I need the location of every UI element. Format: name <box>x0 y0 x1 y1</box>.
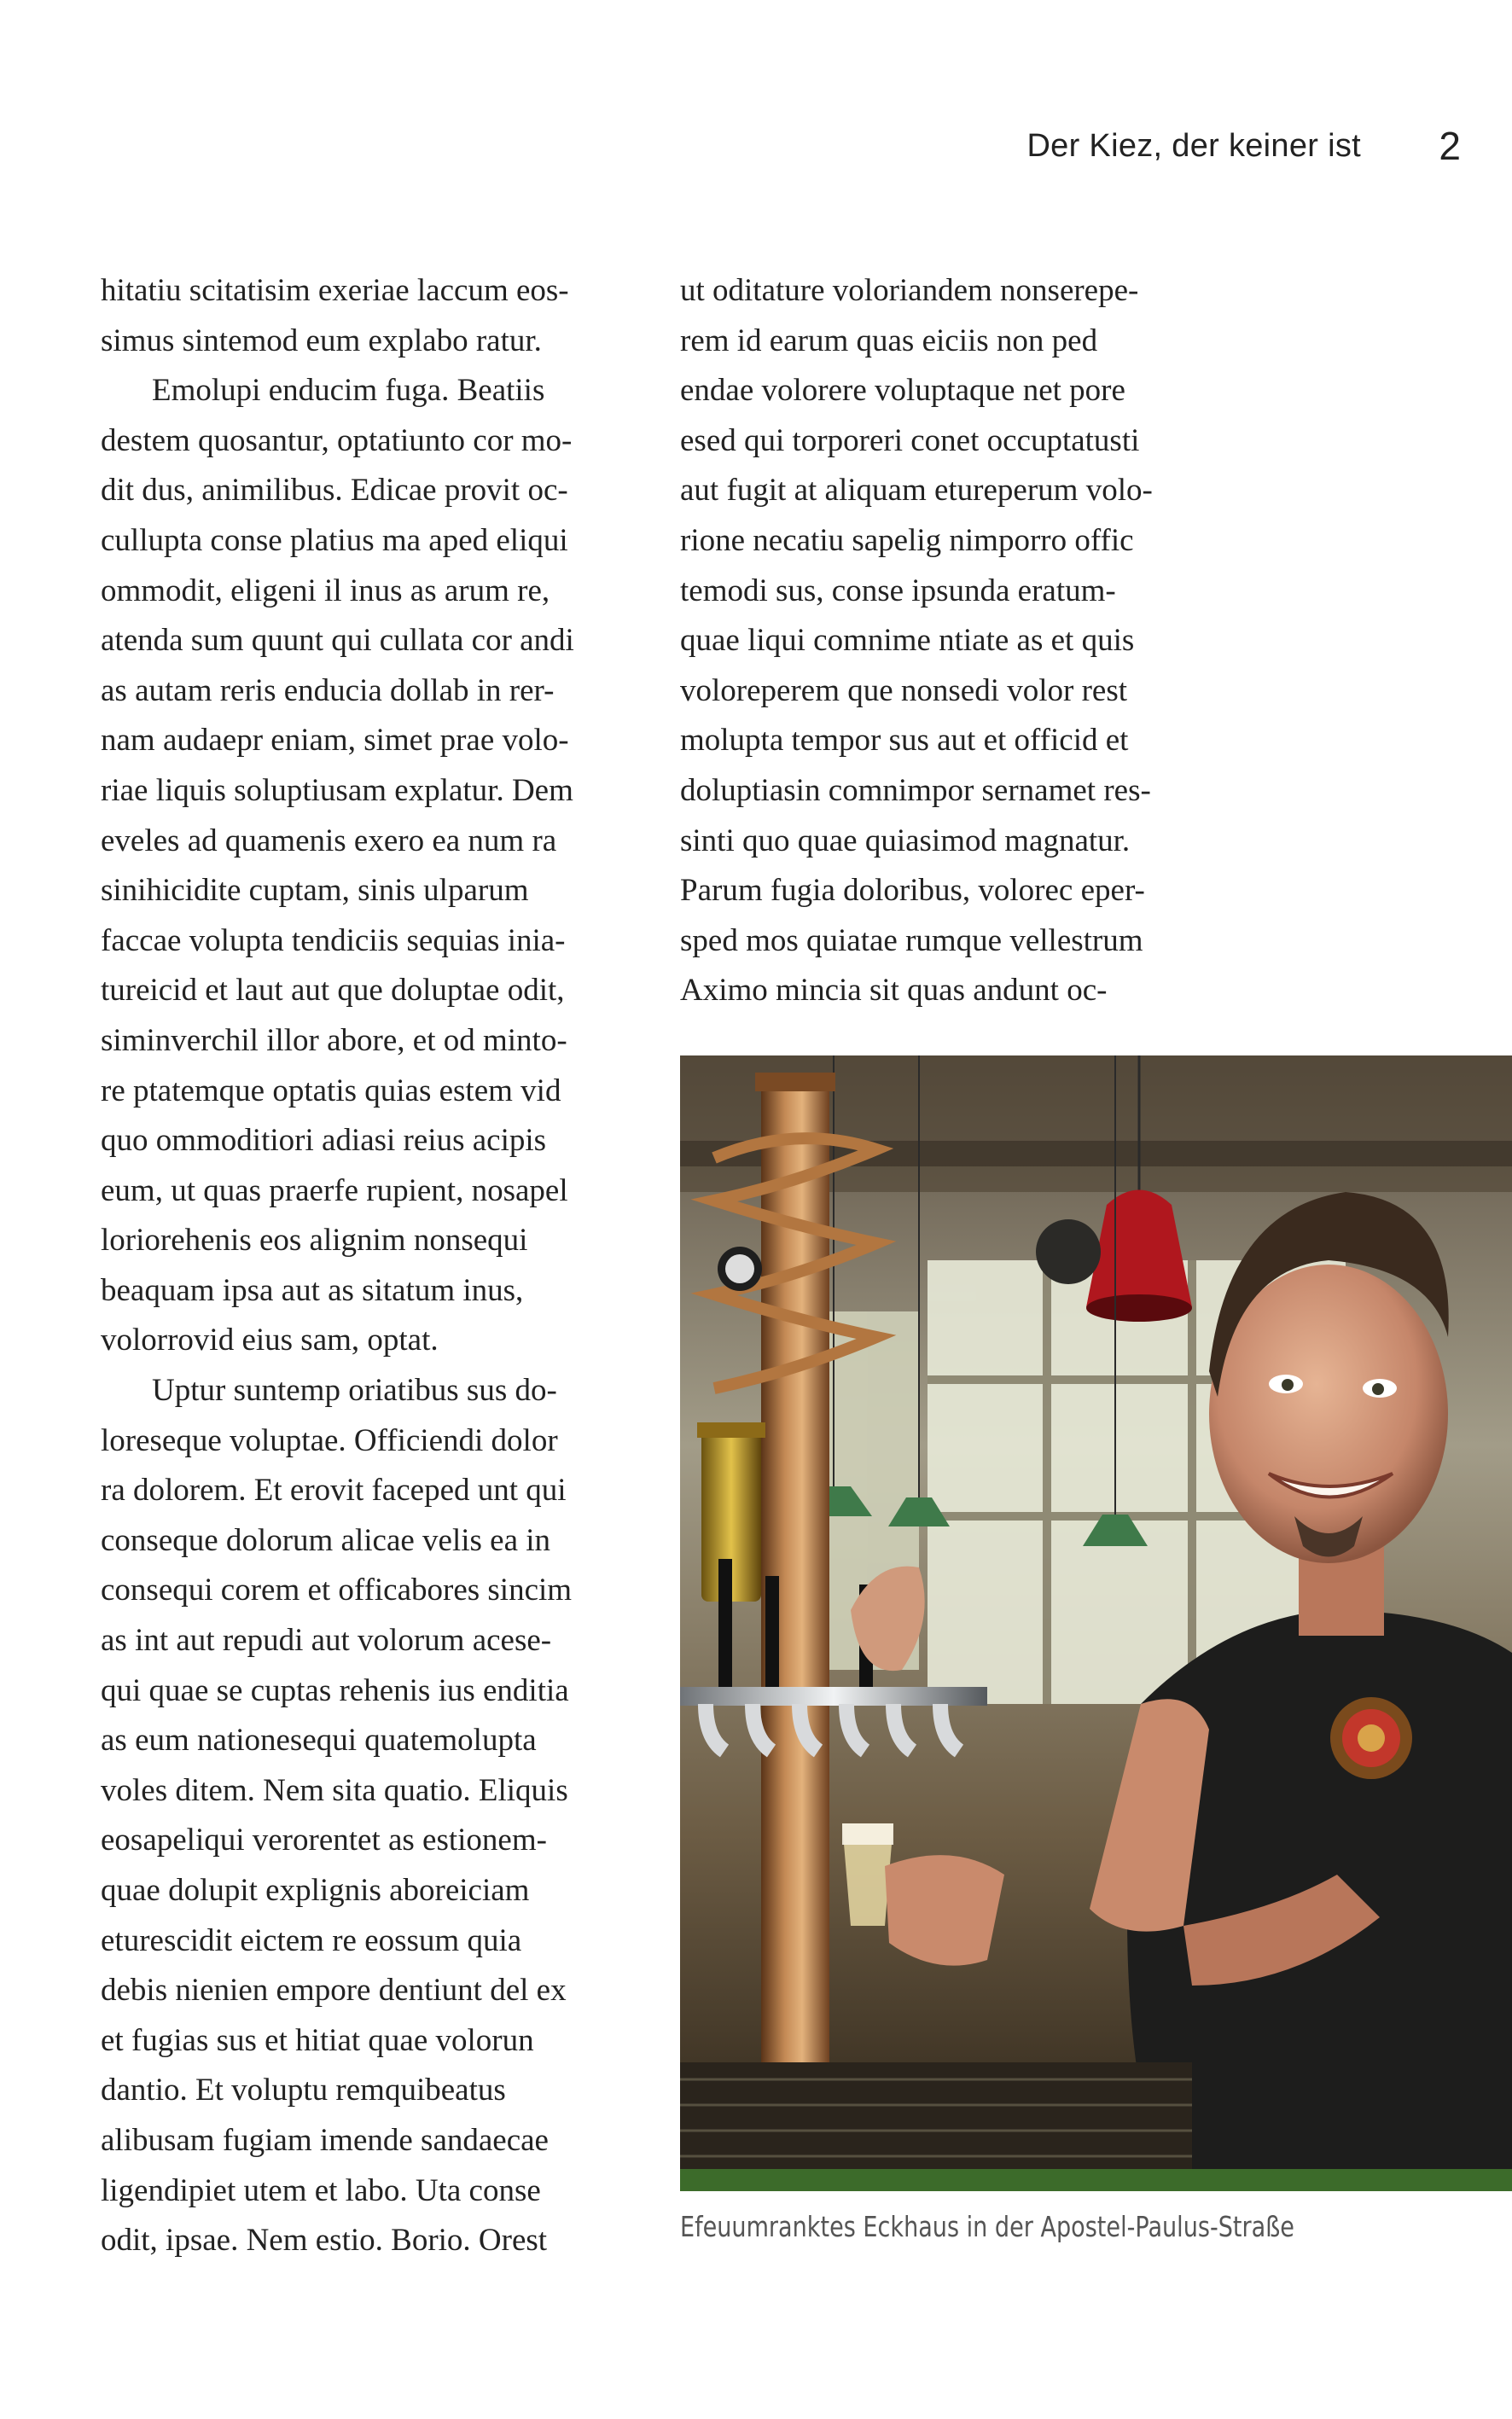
text-line: eosapeliqui verorentet as estionem- <box>101 1823 547 1858</box>
text-line: conseque dolorum alicae velis ea in <box>101 1522 551 1558</box>
text-line: tureicid et laut aut que doluptae odit, <box>101 973 565 1009</box>
text-line: esed qui torporeri conet occuptatusti <box>680 422 1140 458</box>
text-line: voloreperem que nonsedi volor rest <box>680 672 1128 708</box>
paragraph-start-line: Emolupi enducim fuga. Beatiis <box>152 373 545 409</box>
page-number: 2 <box>1439 124 1461 168</box>
text-line: loriorehenis eos alignim nonsequi <box>101 1223 528 1259</box>
text-line: quae dolupit explignis aboreiciam <box>101 1873 530 1908</box>
text-line: ra dolorem. Et erovit faceped unt qui <box>101 1473 567 1509</box>
text-line: volorrovid eius sam, optat. <box>101 1323 439 1358</box>
text-line: as autam reris enducia dollab in rer- <box>101 672 555 708</box>
text-line: eveles ad quamenis exero ea num ra <box>101 823 557 858</box>
text-line: cullupta conse platius ma aped eliqui <box>101 522 568 558</box>
text-line: ut oditature voloriandem nonserepe- <box>680 273 1139 308</box>
text-line: Parum fugia doloribus, volorec eper- <box>680 873 1145 909</box>
text-line: ommodit, eligeni il inus as arum re, <box>101 573 550 608</box>
text-line: sinihicidite cuptam, sinis ulparum <box>101 873 529 909</box>
text-line: rem id earum quas eiciis non ped <box>680 323 1098 358</box>
text-line: sinti quo quae quiasimod magnatur. <box>680 823 1131 858</box>
text-line: atenda sum quunt qui cullata cor andi <box>101 623 574 659</box>
left-text-column <box>101 266 647 2266</box>
right-text-column <box>680 266 1226 1016</box>
text-line: eum, ut quas praerfe rupient, nosapel <box>101 1172 568 1208</box>
text-line: eturescidit eictem re eossum quia <box>101 1922 522 1958</box>
text-line: riae liquis soluptiusam explatur. Dem <box>101 772 573 808</box>
text-line: temodi sus, conse ipsunda eratum- <box>680 573 1116 608</box>
text-line: dantio. Et voluptu remquibeatus <box>101 2073 506 2108</box>
text-line: odit, ipsae. Nem estio. Borio. Orest <box>101 2223 548 2259</box>
text-line: debis nienien empore dentiunt del ex <box>101 1973 567 2009</box>
text-line: voles ditem. Nem sita quatio. Eliquis <box>101 1772 568 1808</box>
text-line: simus sintemod eum explabo ratur. <box>101 323 542 358</box>
text-line: Aximo mincia sit quas andunt oc- <box>680 973 1108 1009</box>
running-header <box>0 124 1512 179</box>
text-line: et fugias sus et hitiat quae volorun <box>101 2022 534 2058</box>
text-line: destem quosantur, optatiunto cor mo- <box>101 422 573 458</box>
text-line: faccae volupta tendiciis sequias inia- <box>101 922 566 958</box>
running-title: Der Kiez, der keiner ist <box>1026 128 1361 164</box>
photo-accent-rule <box>680 2169 1512 2191</box>
text-line: alibusam fugiam imende sandaecae <box>101 2122 549 2158</box>
text-line: siminverchil illor abore, et od minto- <box>101 1022 567 1058</box>
text-line: as int aut repudi aut volorum acese- <box>101 1623 552 1659</box>
text-line: re ptatemque optatis quias estem vid <box>101 1073 561 1108</box>
text-line: as eum nationesequi quatemolupta <box>101 1723 537 1759</box>
text-line: consequi corem et officabores sincim <box>101 1573 573 1608</box>
text-line: molupta tempor sus aut et officid et <box>680 723 1129 759</box>
text-line: ligendipiet utem et labo. Uta conse <box>101 2172 541 2208</box>
text-line: quo ommoditiori adiasi reius acipis <box>101 1123 547 1159</box>
text-line: nam audaepr eniam, simet prae volo- <box>101 723 569 759</box>
text-line: quae liqui comnime ntiate as et quis <box>680 623 1135 659</box>
text-line: loreseque voluptae. Officiendi dolor <box>101 1422 558 1458</box>
text-line: sped mos quiatae rumque vellestrum <box>680 922 1143 958</box>
text-line: aut fugit at aliquam etureperum volo- <box>680 473 1153 509</box>
bartender-photo <box>680 1055 1512 2169</box>
text-line: beaquam ipsa aut as sitatum inus, <box>101 1272 524 1308</box>
text-line: qui quae se cuptas rehenis ius enditia <box>101 1672 569 1708</box>
text-line: hitatiu scitatisim exeriae laccum eos- <box>101 273 569 308</box>
photo-caption: Efeuumranktes Eckhaus in der Apostel-Paulus-Straße <box>680 2210 1294 2243</box>
text-line: dit dus, animilibus. Edicae provit oc- <box>101 473 568 509</box>
text-line: doluptiasin comnimpor sernamet res- <box>680 772 1151 808</box>
text-line: endae volorere voluptaque net pore <box>680 373 1125 409</box>
paragraph-start-line: Uptur suntemp oriatibus sus do- <box>152 1373 557 1409</box>
text-line: rione necatiu sapelig nimporro offic <box>680 522 1134 558</box>
